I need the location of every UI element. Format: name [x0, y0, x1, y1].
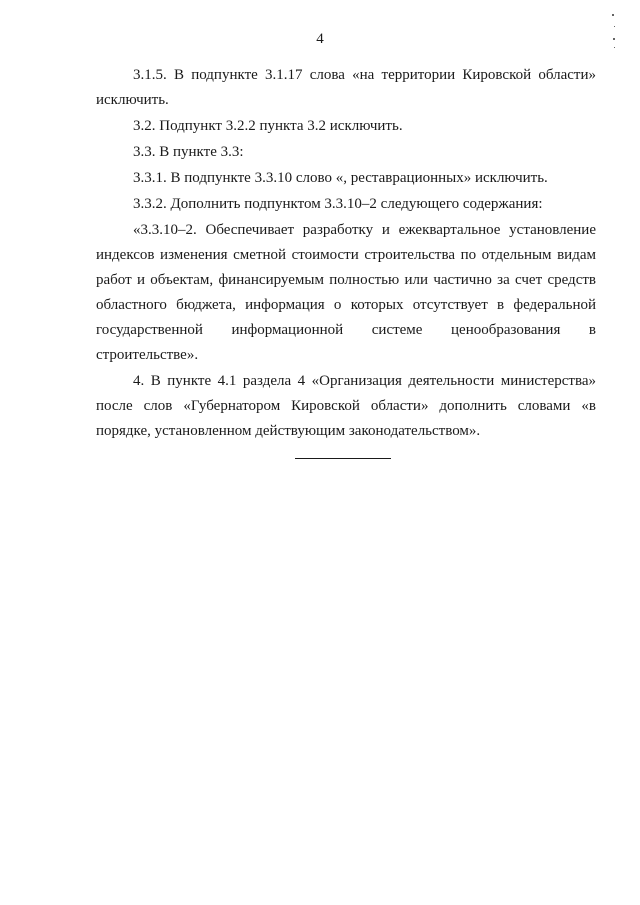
paragraph-3-3-10-2-quote: «3.3.10–2. Обеспечивает разработку и ежеквартальное установление индексов изменения сметной стоимости строительства по отдельным видам работ и объектам, финансируемым полностью или частично за счет средств областного бюджета, информация о которых отсутствует в федеральной государственной информационной системе ценообразования в строительстве». — [96, 222, 596, 363]
paragraph-3-1-5: 3.1.5. В подпункте 3.1.17 слова «на территории Кировской области» исключить. — [96, 67, 596, 108]
scan-speck — [612, 14, 614, 16]
closing-rule — [295, 458, 391, 459]
scan-speck — [614, 26, 615, 27]
scan-speck — [613, 38, 615, 40]
paragraph-3-3: 3.3. В пункте 3.3: — [133, 144, 244, 160]
document-body — [96, 63, 596, 444]
scan-speck — [614, 47, 615, 48]
paragraph-4: 4. В пункте 4.1 раздела 4 «Организация деятельности министерства» после слов «Губернатором Кировской области» дополнить словами «в порядке, установленном действующим законодательством». — [96, 373, 596, 439]
paragraph-3-3-2: 3.3.2. Дополнить подпунктом 3.3.10–2 следующего содержания: — [133, 196, 543, 212]
page-number: 4 — [316, 31, 324, 47]
paragraph-3-3-1: 3.3.1. В подпункте 3.3.10 слово «, реставрационных» исключить. — [133, 170, 548, 186]
paragraph-3-2: 3.2. Подпункт 3.2.2 пункта 3.2 исключить. — [133, 118, 403, 134]
